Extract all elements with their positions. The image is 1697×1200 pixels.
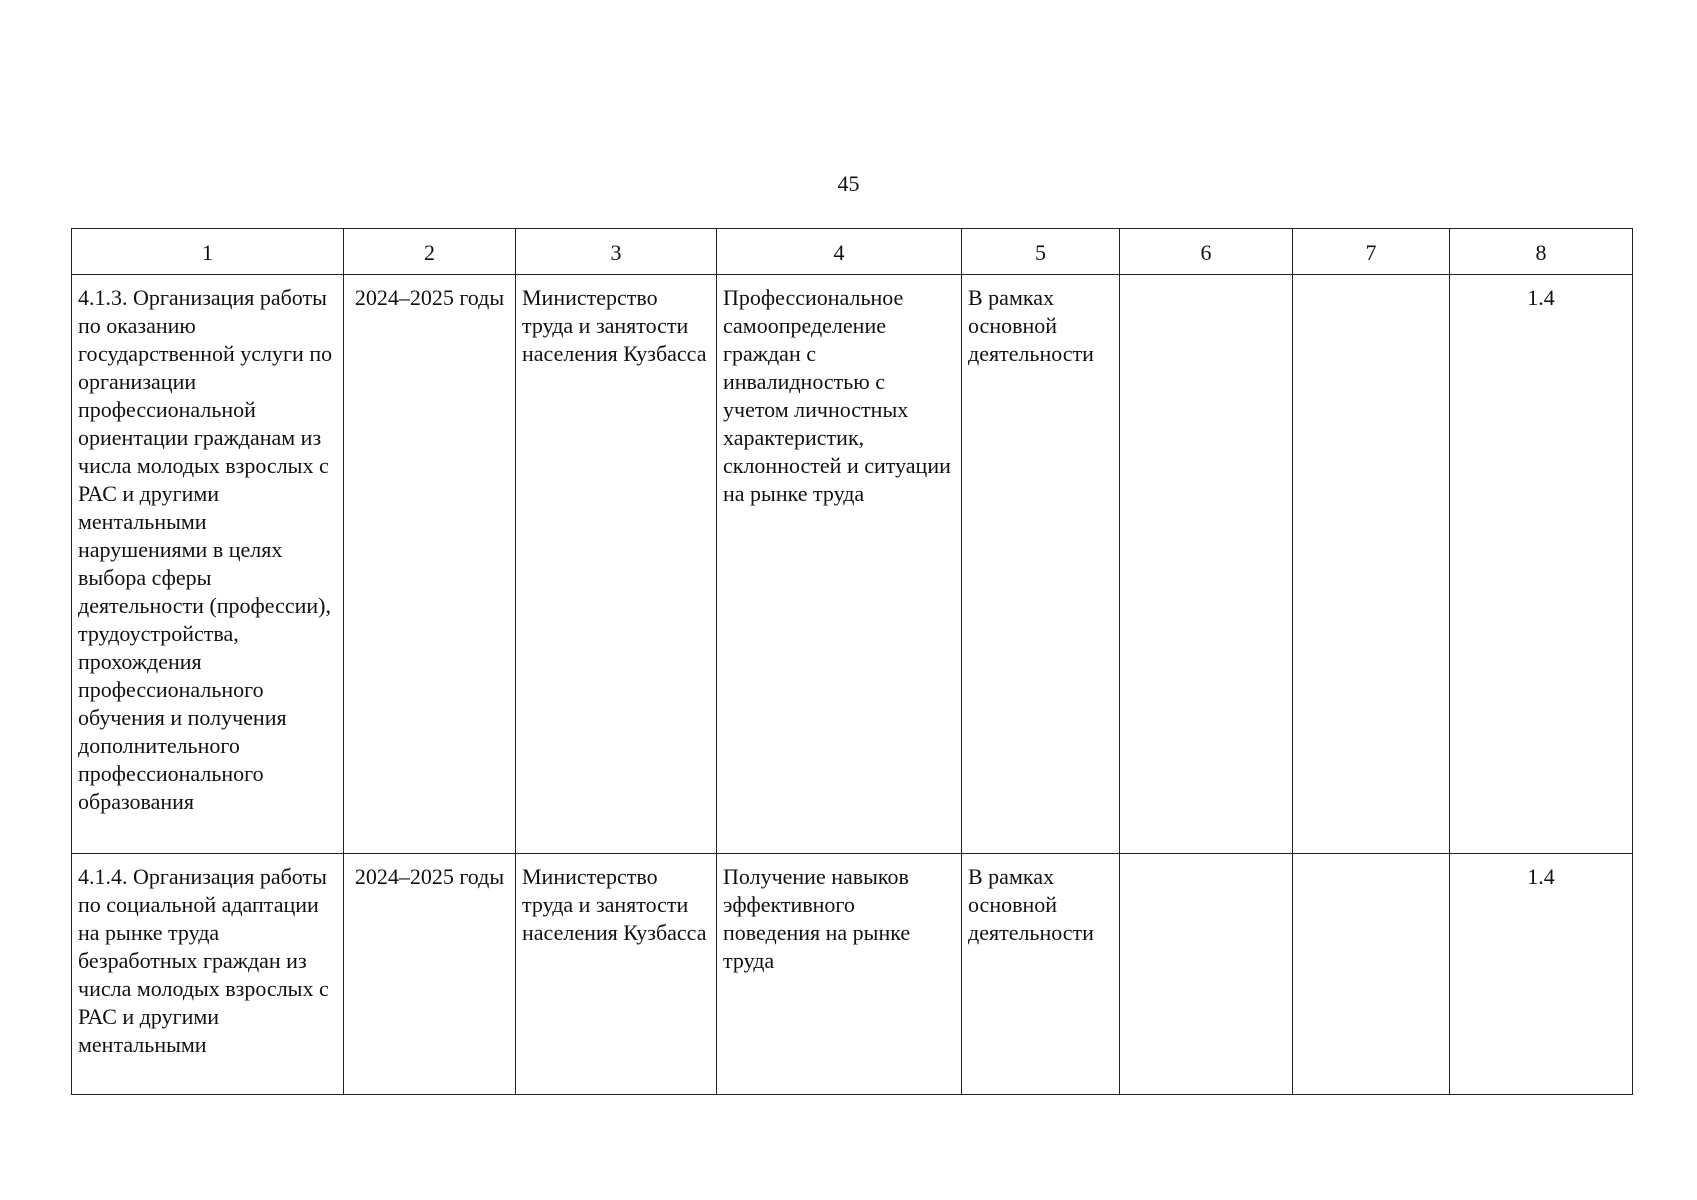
executor-cell: Министерство труда и занятости населения Кузбасса	[516, 854, 717, 1095]
col7-cell	[1293, 275, 1450, 854]
period-cell: 2024–2025 годы	[344, 275, 516, 854]
header-cell-6: 6	[1120, 229, 1293, 275]
table-row	[72, 275, 1633, 854]
col6-cell	[1120, 854, 1293, 1095]
col7-cell	[1293, 854, 1450, 1095]
table-header-row	[72, 229, 1633, 275]
table-row	[72, 854, 1633, 1095]
header-cell-5: 5	[962, 229, 1120, 275]
measure-name-cell: 4.1.4. Организация работы по социальной адаптации на рынке труда безработных граждан из числа молодых взрослых с РАС и другими ментальными	[72, 854, 344, 1095]
page-number: 45	[837, 171, 860, 196]
col6-cell	[1120, 275, 1293, 854]
funding-cell: В рамках основной деятельности	[962, 854, 1120, 1095]
measures-table	[71, 228, 1633, 1095]
header-cell-1: 1	[72, 229, 344, 275]
indicator-cell: 1.4	[1450, 275, 1633, 854]
executor-cell: Министерство труда и занятости населения Кузбасса	[516, 275, 717, 854]
indicator-cell: 1.4	[1450, 854, 1633, 1095]
period-cell: 2024–2025 годы	[344, 854, 516, 1095]
funding-cell: В рамках основной деятельности	[962, 275, 1120, 854]
header-cell-2: 2	[344, 229, 516, 275]
header-cell-7: 7	[1293, 229, 1450, 275]
header-cell-8: 8	[1450, 229, 1633, 275]
result-cell: Профессиональное самоопределение граждан с инвалидностью с учетом личностных характеристик, склонностей и ситуации на рынке труда	[717, 275, 962, 854]
measure-name-cell: 4.1.3. Организация работы по оказанию государственной услуги по организации профессиональной ориентации гражданам из числа молодых взрослых с РАС и другими ментальными нарушениями в целях выбора сферы деятельности (профессии), трудоустройства, прохождения профессионального обучения и получения дополнительного профессионального образования	[72, 275, 344, 854]
result-cell: Получение навыков эффективного поведения на рынке труда	[717, 854, 962, 1095]
header-cell-4: 4	[717, 229, 962, 275]
header-cell-3: 3	[516, 229, 717, 275]
